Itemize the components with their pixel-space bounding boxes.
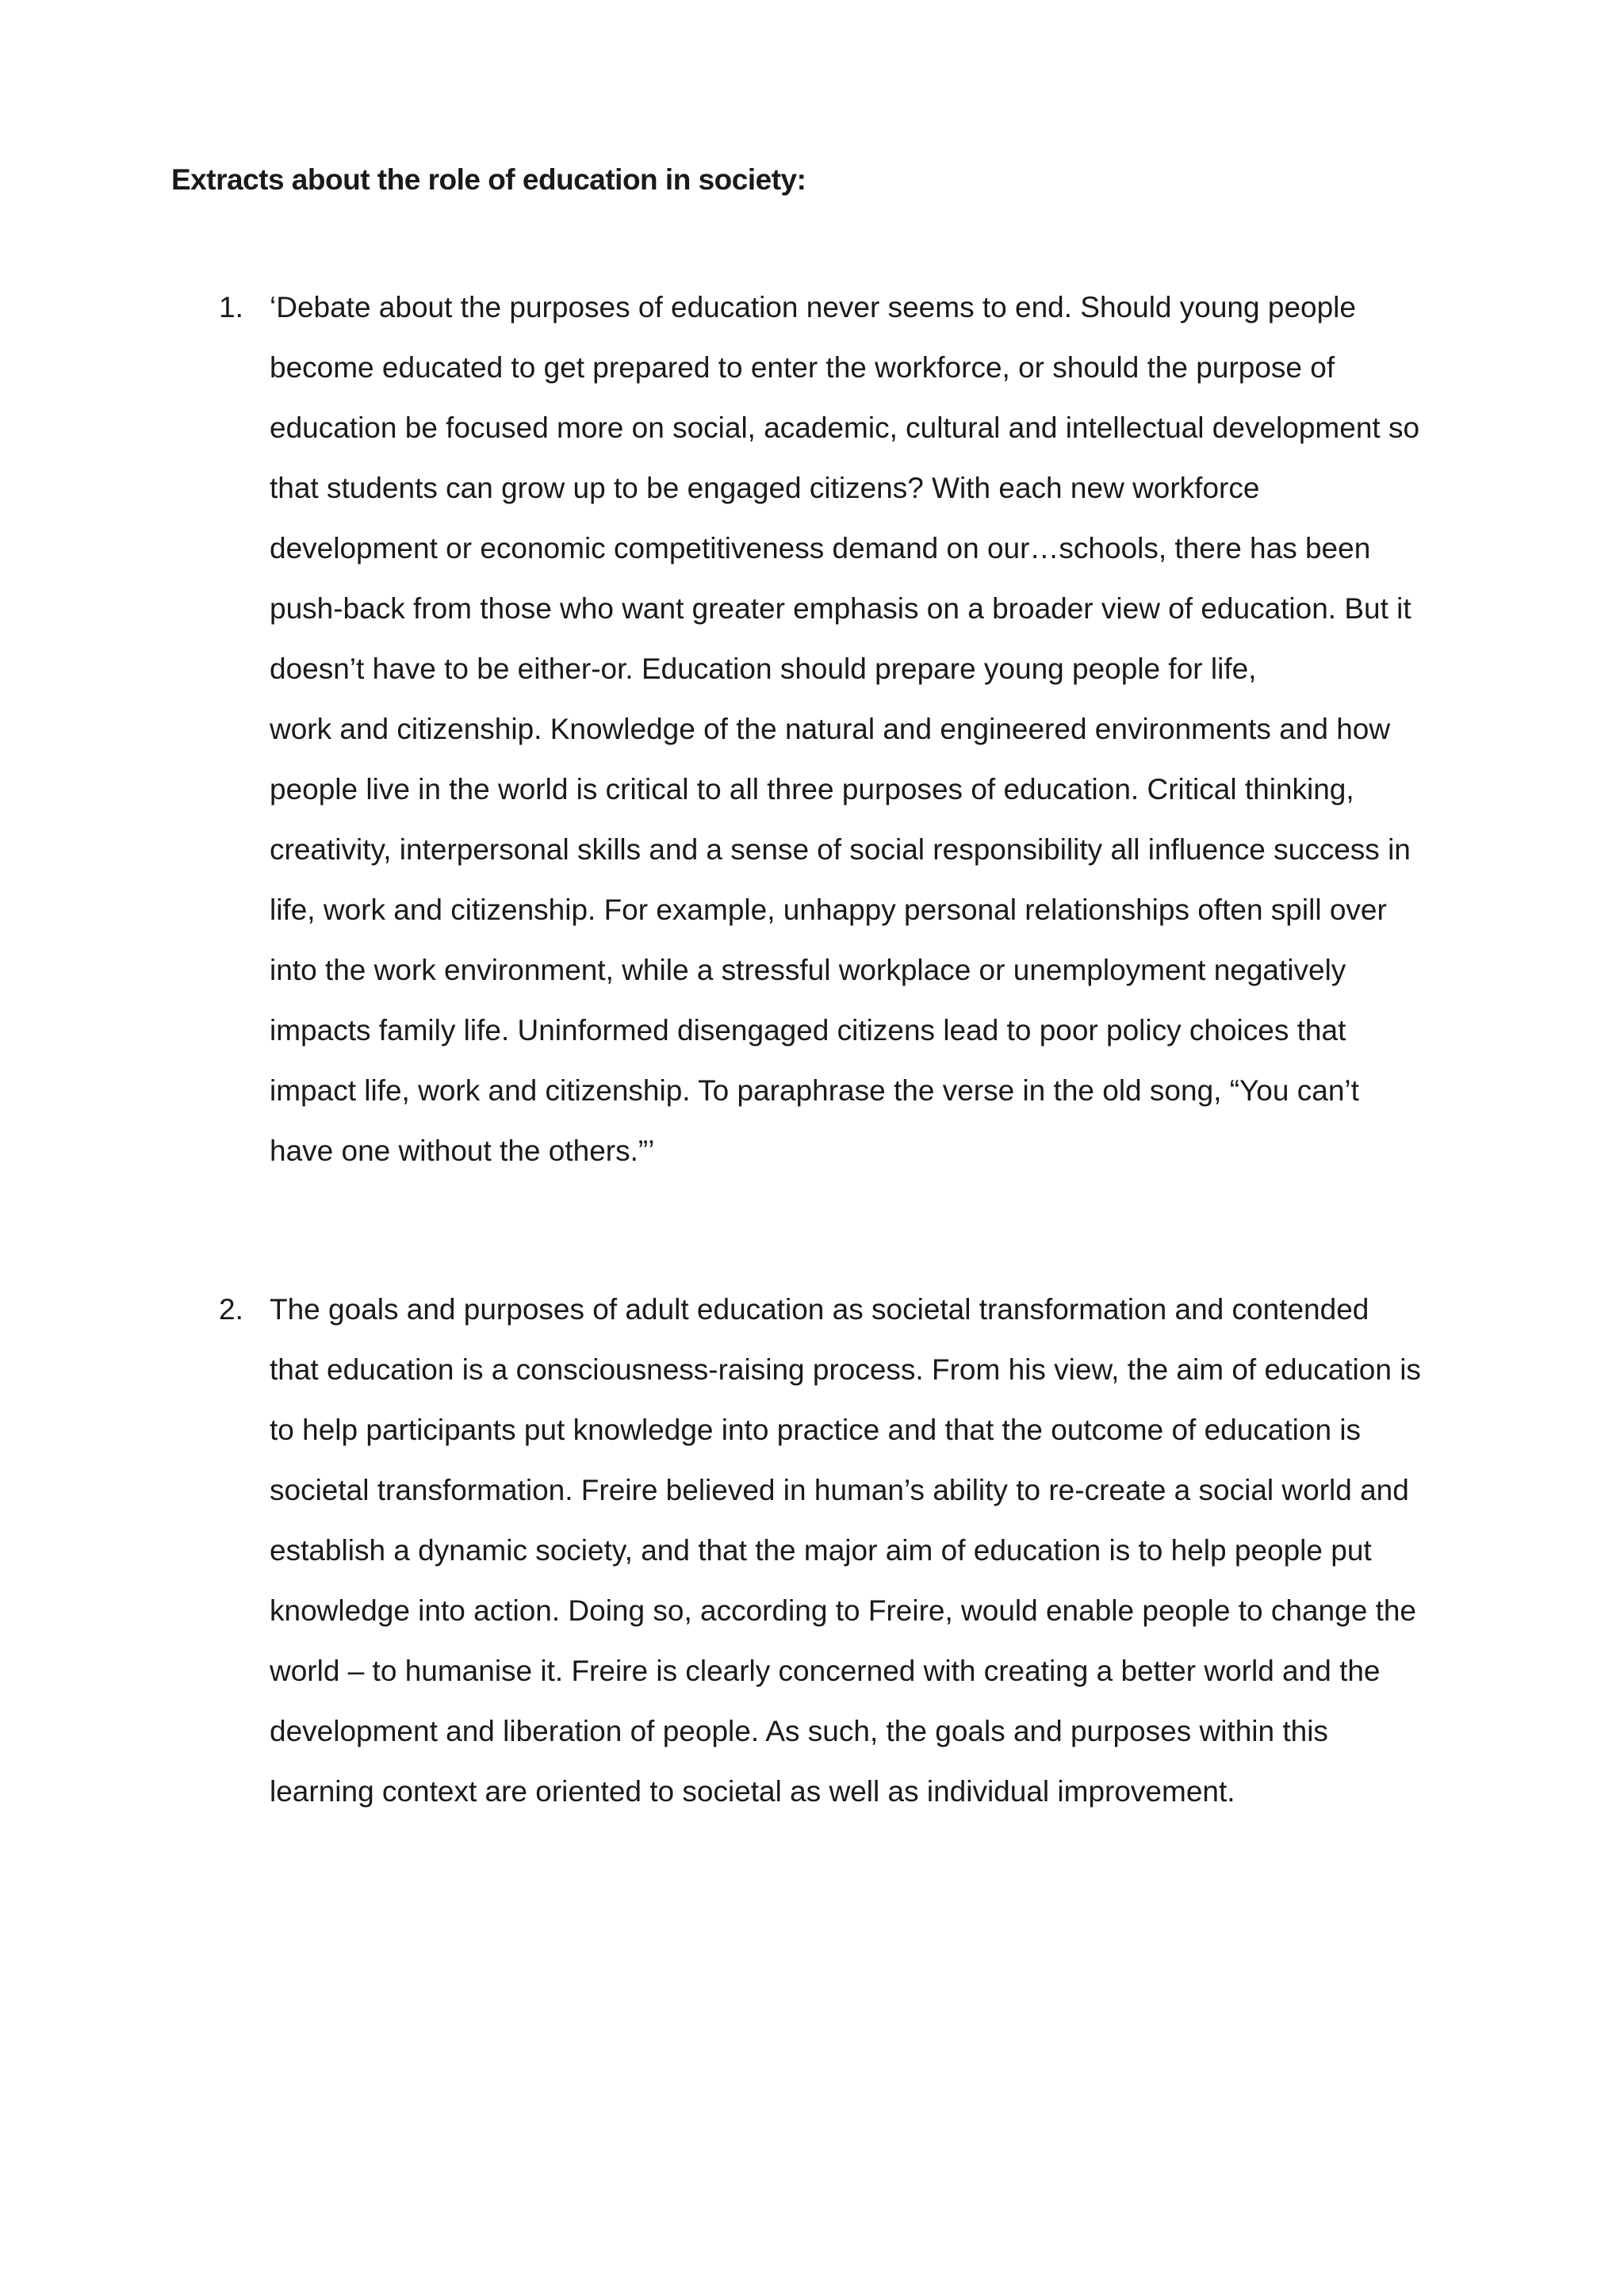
text-line: learning context are oriented to societal as well as individual improvement.: [270, 1775, 1235, 1808]
text-line: The goals and purposes of adult education as societal transformation and contended: [270, 1293, 1369, 1326]
text-line: into the work environment, while a stressful workplace or unemployment negatively: [270, 954, 1346, 986]
text-line: education be focused more on social, academic, cultural and intellectual development so: [270, 411, 1420, 444]
text-line: establish a dynamic society, and that the major aim of education is to help people put: [270, 1534, 1372, 1567]
text-line: doesn’t have to be either-or. Education should prepare young people for life,: [270, 652, 1257, 685]
text-line: impacts family life. Uninformed disengaged citizens lead to poor policy choices that: [270, 1014, 1346, 1047]
extract-text: [270, 277, 1475, 1181]
extract-text: [270, 1280, 1475, 1822]
text-line: world – to humanise it. Freire is clearly concerned with creating a better world and the: [270, 1655, 1381, 1687]
text-line: have one without the others.”’: [270, 1135, 655, 1167]
text-line: to help participants put knowledge into practice and that the outcome of education is: [270, 1414, 1362, 1446]
text-line: ‘Debate about the purposes of education never seems to end. Should young people: [270, 291, 1356, 323]
text-line: life, work and citizenship. For example, unhappy personal relationships often spill over: [270, 894, 1387, 926]
text-line: that education is a consciousness-raising process. From his view, the aim of education is: [270, 1353, 1421, 1386]
text-line: push-back from those who want greater emphasis on a broader view of education. But it: [270, 592, 1411, 625]
text-line: development or economic competitiveness demand on our…schools, there has been: [270, 532, 1371, 564]
text-line: development and liberation of people. As such, the goals and purposes within this: [270, 1715, 1328, 1747]
text-line: creativity, interpersonal skills and a sense of social responsibility all influence success in: [270, 833, 1411, 866]
page-title: Extracts about the role of education in society:: [171, 163, 806, 196]
text-line: people live in the world is critical to all three purposes of education. Critical thinking,: [270, 773, 1354, 806]
extract-number: 2.: [219, 1293, 243, 1326]
text-line: knowledge into action. Doing so, according to Freire, would enable people to change the: [270, 1594, 1416, 1627]
text-line: become educated to get prepared to enter the workforce, or should the purpose of: [270, 351, 1335, 384]
text-line: impact life, work and citizenship. To paraphrase the verse in the old song, “You can’t: [270, 1074, 1359, 1107]
extract-number: 1.: [219, 291, 243, 323]
text-line: that students can grow up to be engaged citizens? With each new workforce: [270, 472, 1260, 504]
text-line: societal transformation. Freire believed in human’s ability to re-create a social world and: [270, 1474, 1409, 1506]
text-line: work and citizenship. Knowledge of the natural and engineered environments and how: [270, 713, 1391, 745]
